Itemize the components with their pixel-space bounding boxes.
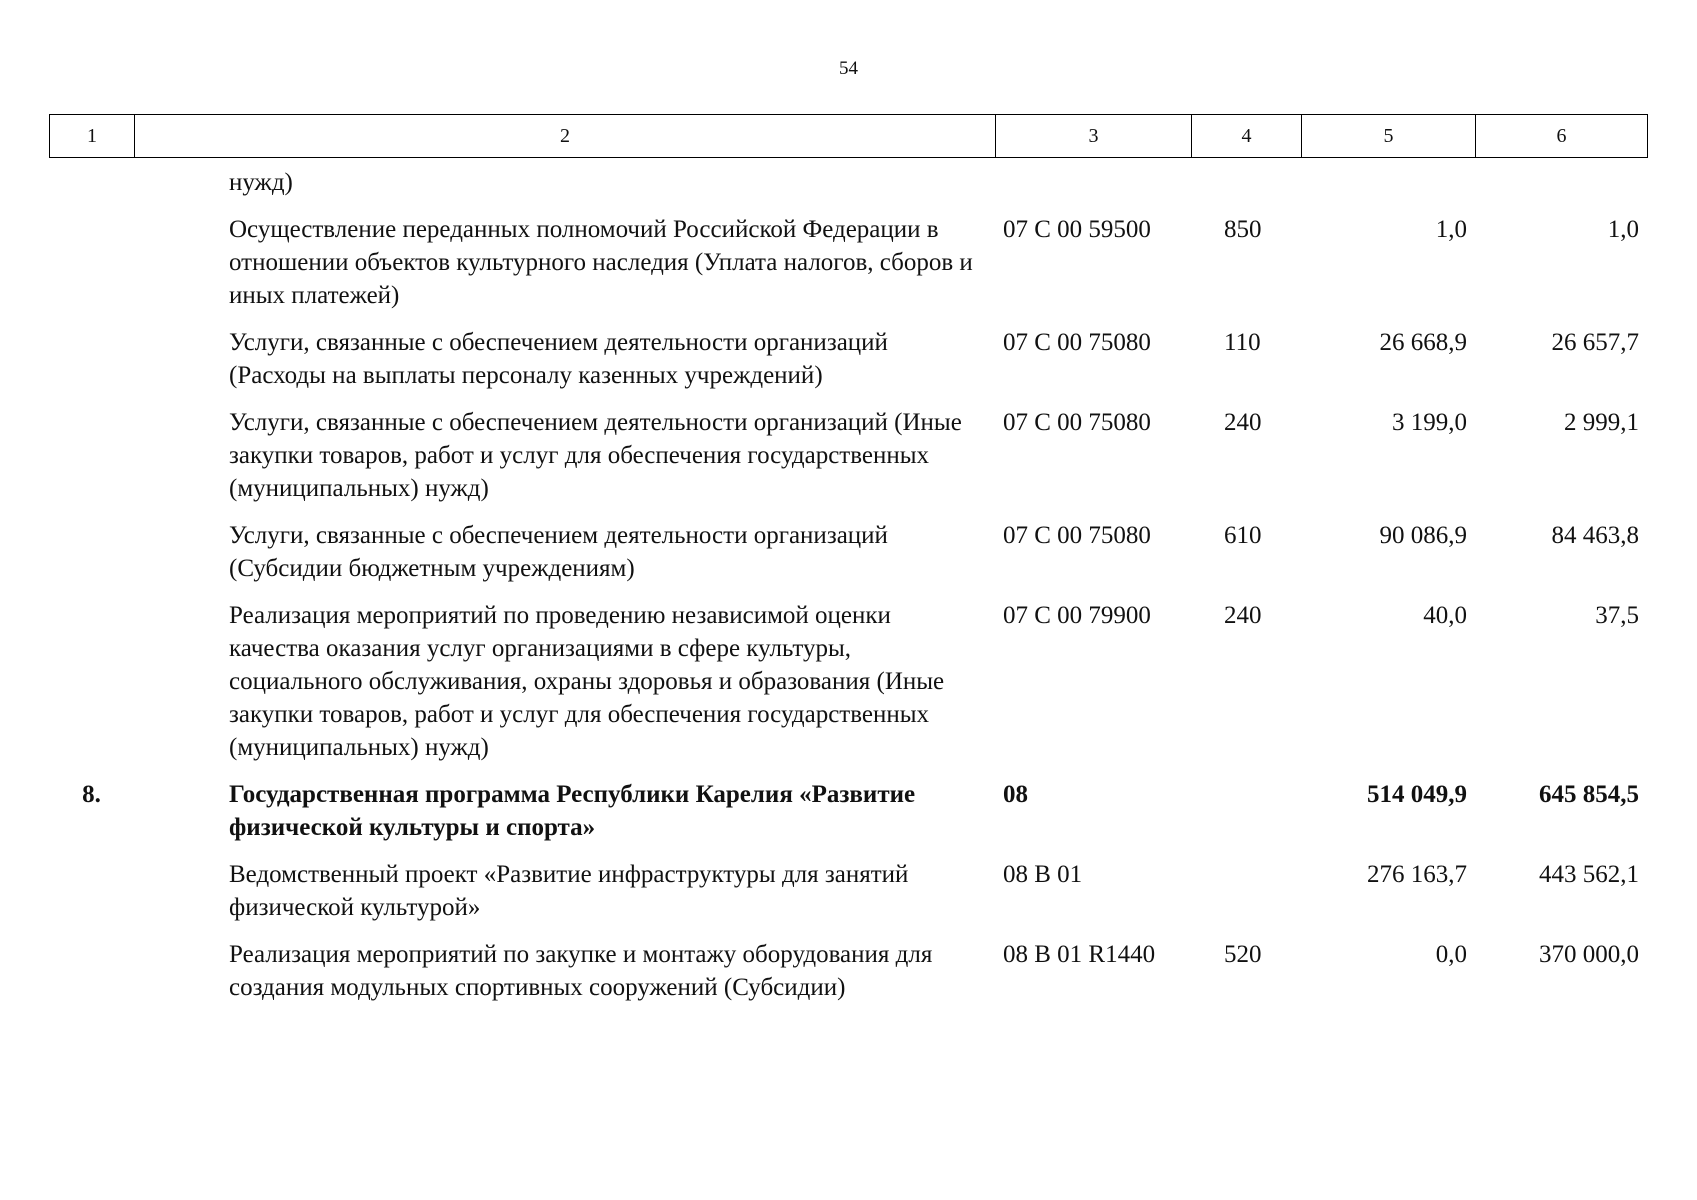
row-expense-type (1191, 778, 1301, 858)
row-expense-type (1191, 858, 1301, 938)
row-amount-col6: 37,5 (1595, 602, 1639, 629)
row-amount-col6: 1,0 (1607, 216, 1639, 243)
row-description: Реализация мероприятий по проведению независимой оценки качества оказания услуг организациями в сфере культуры, социального обслуживания, охраны здоровья и образования (Иные закупки товаров, работ и услуг для обеспечения государственных (муниципальных) нужд) (229, 602, 945, 761)
row-amount-col5: 40,0 (1423, 602, 1467, 629)
budget-table-body (49, 166, 1647, 1018)
table-row (49, 858, 1647, 938)
row-target-code: 07 С 00 75080 (1003, 409, 1151, 436)
row-target-code: 08 В 01 R1440 (1003, 941, 1156, 968)
header-col-3: 3 (996, 115, 1192, 158)
row-target-code: 08 В 01 (1003, 861, 1083, 888)
row-number (49, 166, 134, 213)
header-col-4: 4 (1192, 115, 1302, 158)
row-expense-type (1191, 166, 1301, 213)
row-number (49, 519, 134, 599)
row-expense-type: 240 (1224, 602, 1262, 629)
page-number: 54 (839, 58, 858, 79)
row-number (49, 938, 134, 1018)
row-amount-col5: 514 049,9 (1367, 781, 1467, 808)
table-row (49, 166, 1647, 213)
row-description: Осуществление переданных полномочий Российской Федерации в отношении объектов культурного наследия (Уплата налогов, сборов и иных платежей) (229, 216, 973, 309)
row-description: Услуги, связанные с обеспечением деятельности организаций (Иные закупки товаров, работ и услуг для обеспечения государственных (муниципальных) нужд) (229, 409, 962, 502)
row-amount-col5: 26 668,9 (1379, 329, 1467, 356)
row-amount-col5: 1,0 (1435, 216, 1467, 243)
table-row (49, 519, 1647, 599)
header-col-5: 5 (1302, 115, 1476, 158)
table-row (49, 778, 1647, 858)
table-row (49, 326, 1647, 406)
row-amount-col5: 90 086,9 (1379, 522, 1467, 549)
row-number (49, 406, 134, 519)
table-row (49, 213, 1647, 326)
row-target-code: 07 С 00 79900 (1003, 602, 1151, 629)
row-number (49, 213, 134, 326)
row-amount-col6: 443 562,1 (1539, 861, 1639, 888)
row-expense-type: 850 (1224, 216, 1262, 243)
row-number: 8. (82, 781, 101, 808)
row-description: Реализация мероприятий по закупке и монтажу оборудования для создания модульных спортивных сооружений (Субсидии) (229, 941, 933, 1001)
row-amount-col6: 84 463,8 (1551, 522, 1639, 549)
table-row (49, 938, 1647, 1018)
row-amount-col6: 645 854,5 (1539, 781, 1639, 808)
row-number (49, 599, 134, 778)
row-amount-col5: 3 199,0 (1392, 409, 1467, 436)
column-number-header (49, 114, 1648, 158)
row-expense-type: 110 (1224, 329, 1261, 356)
header-col-1: 1 (50, 115, 135, 158)
row-amount-col6: 26 657,7 (1551, 329, 1639, 356)
row-amount-col5: 0,0 (1435, 941, 1467, 968)
header-col-2: 2 (135, 115, 996, 158)
row-description: нужд) (229, 169, 293, 196)
row-number (49, 858, 134, 938)
row-target-code: 07 С 00 75080 (1003, 329, 1151, 356)
row-amount-col6: 370 000,0 (1539, 941, 1639, 968)
row-amount-col6 (1475, 166, 1647, 213)
row-target-code (995, 166, 1191, 213)
row-description: Услуги, связанные с обеспечением деятельности организаций (Субсидии бюджетным учреждениям) (229, 522, 888, 582)
row-number (49, 326, 134, 406)
row-description: Государственная программа Республики Карелия «Развитие физической культуры и спорта» (229, 781, 916, 841)
row-expense-type: 520 (1224, 941, 1262, 968)
row-amount-col5: 276 163,7 (1367, 861, 1467, 888)
header-col-6: 6 (1476, 115, 1648, 158)
row-description: Услуги, связанные с обеспечением деятельности организаций (Расходы на выплаты персоналу казенных учреждений) (229, 329, 888, 389)
row-description: Ведомственный проект «Развитие инфраструктуры для занятий физической культурой» (229, 861, 909, 921)
table-row (49, 599, 1647, 778)
row-amount-col5 (1301, 166, 1475, 213)
row-expense-type: 610 (1224, 522, 1262, 549)
row-target-code: 07 С 00 59500 (1003, 216, 1151, 243)
row-target-code: 08 (1003, 781, 1028, 808)
row-amount-col6: 2 999,1 (1564, 409, 1639, 436)
row-target-code: 07 С 00 75080 (1003, 522, 1151, 549)
table-row (49, 406, 1647, 519)
row-expense-type: 240 (1224, 409, 1262, 436)
